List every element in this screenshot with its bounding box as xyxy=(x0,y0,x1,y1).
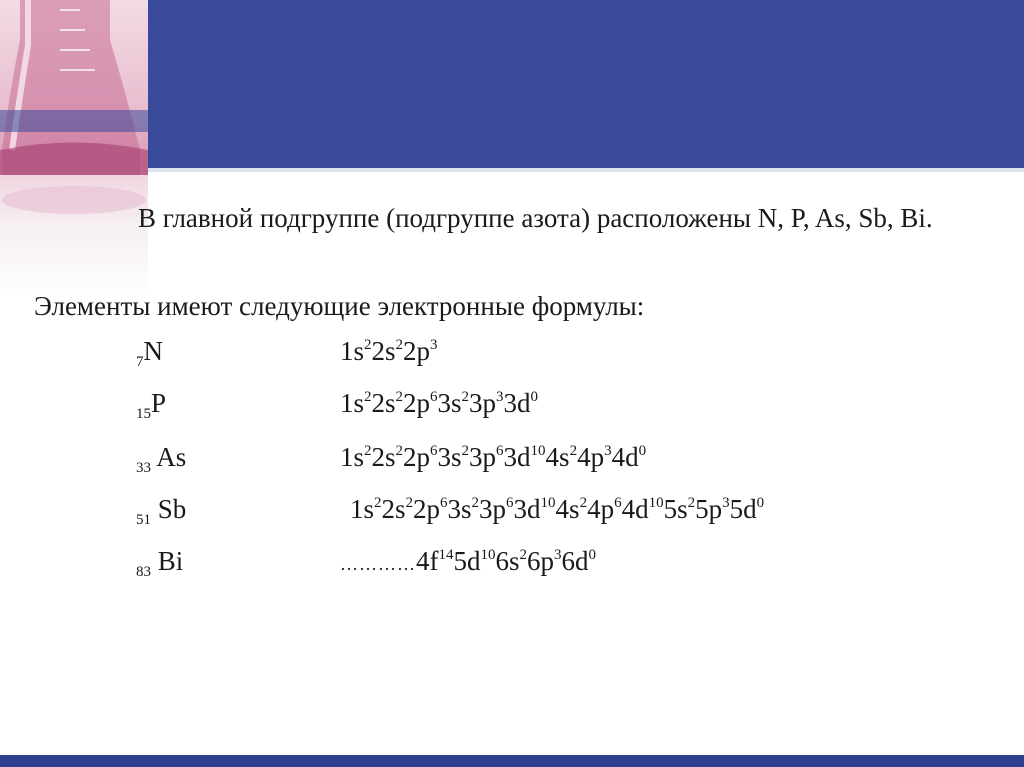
electron-configuration xyxy=(340,546,596,577)
electron-count: 10 xyxy=(540,495,556,511)
orbital: 6d xyxy=(561,546,589,576)
electron-count: 6 xyxy=(496,443,504,459)
electron-count: 2 xyxy=(471,495,480,511)
element-row xyxy=(0,442,1024,494)
electron-configuration xyxy=(340,336,438,367)
electron-count: 3 xyxy=(496,389,504,405)
element-symbol xyxy=(136,336,163,370)
symbol-text: P xyxy=(151,388,167,418)
lead-paragraph: Элементы имеют следующие электронные формулы: xyxy=(34,291,645,321)
atomic-number: 7 xyxy=(136,354,144,370)
electron-count: 2 xyxy=(519,547,528,563)
orbital: 3d xyxy=(503,388,531,418)
orbital: 2s xyxy=(371,388,396,418)
orbital: 2s xyxy=(371,442,396,472)
element-symbol xyxy=(136,494,187,528)
atomic-number: 51 xyxy=(136,512,151,528)
electron-count: 14 xyxy=(438,547,454,563)
orbital: 2s xyxy=(371,336,396,366)
orbital: 3p xyxy=(469,442,497,472)
electron-count: 0 xyxy=(530,389,539,405)
electron-count: 2 xyxy=(395,337,404,353)
slide-header-band xyxy=(0,0,1024,168)
electron-count: 2 xyxy=(364,443,372,459)
orbital: 5p xyxy=(695,494,723,524)
electron-configuration xyxy=(340,442,646,473)
slide-footer-bar xyxy=(0,755,1024,767)
orbital: 2p xyxy=(403,336,431,366)
electron-configuration xyxy=(340,388,538,419)
electron-count: 6 xyxy=(614,495,622,511)
electron-count: 6 xyxy=(430,389,438,405)
electron-count: 2 xyxy=(395,443,404,459)
flask-image xyxy=(0,0,148,300)
orbital: 3s xyxy=(447,494,472,524)
electron-count: 2 xyxy=(374,495,382,511)
electron-count: 0 xyxy=(588,547,597,563)
atomic-number: 15 xyxy=(136,406,151,422)
electron-count: 10 xyxy=(480,547,496,563)
orbital: 2p xyxy=(403,442,431,472)
element-row xyxy=(0,336,1024,388)
orbital: 5d xyxy=(453,546,481,576)
electron-count: 6 xyxy=(506,495,514,511)
element-row xyxy=(0,388,1024,440)
orbital: 3s xyxy=(437,442,462,472)
orbital: 3p xyxy=(469,388,497,418)
symbol-text: Bi xyxy=(151,546,184,576)
electron-count: 2 xyxy=(461,389,470,405)
orbital: 4d xyxy=(621,494,649,524)
electron-count: 2 xyxy=(687,495,696,511)
orbital: 4s xyxy=(555,494,580,524)
orbital: 2p xyxy=(413,494,441,524)
orbital: 4s xyxy=(545,442,570,472)
electron-count: 2 xyxy=(579,495,588,511)
orbital: 1s xyxy=(340,336,365,366)
electron-count: 2 xyxy=(405,495,414,511)
orbital: 4d xyxy=(611,442,639,472)
flask-illustration xyxy=(0,0,148,300)
electron-count: 3 xyxy=(604,443,612,459)
symbol-text: N xyxy=(143,336,163,366)
element-row xyxy=(0,546,1024,598)
orbital: 3d xyxy=(503,442,531,472)
electron-count: 0 xyxy=(638,443,647,459)
electron-count: 2 xyxy=(364,337,372,353)
electron-count: 3 xyxy=(430,337,438,353)
intro-text: В главной подгруппе (подгруппе азота) расположены N, P, As, Sb, Bi. xyxy=(138,203,933,233)
intro-paragraph xyxy=(74,196,994,240)
symbol-text: As xyxy=(151,442,187,472)
electron-configuration xyxy=(350,494,764,525)
electron-count: 2 xyxy=(569,443,578,459)
orbital: 5s xyxy=(663,494,688,524)
electron-count: 2 xyxy=(364,389,372,405)
orbital: 6p xyxy=(527,546,555,576)
electron-count: 6 xyxy=(440,495,448,511)
orbital: 2s xyxy=(381,494,406,524)
orbital: 4p xyxy=(587,494,615,524)
orbital: 3s xyxy=(437,388,462,418)
slide-header-divider xyxy=(0,168,1024,172)
orbital: 2p xyxy=(403,388,431,418)
orbital: 3p xyxy=(479,494,507,524)
orbital: 5d xyxy=(729,494,757,524)
orbital: 1s xyxy=(350,494,375,524)
electron-count: 10 xyxy=(648,495,664,511)
orbital: 4f xyxy=(416,546,439,576)
electron-count: 0 xyxy=(756,495,765,511)
element-symbol xyxy=(136,388,167,422)
electron-count: 6 xyxy=(430,443,438,459)
symbol-text: Sb xyxy=(151,494,187,524)
orbital: 1s xyxy=(340,442,365,472)
electron-count: 2 xyxy=(395,389,404,405)
element-row xyxy=(0,494,1024,546)
electron-count: 10 xyxy=(530,443,546,459)
orbital: 1s xyxy=(340,388,365,418)
electron-count: 3 xyxy=(722,495,730,511)
ellipsis-prefix: ………… xyxy=(340,554,416,574)
element-symbol xyxy=(136,546,184,580)
orbital: 4p xyxy=(577,442,605,472)
atomic-number: 83 xyxy=(136,564,151,580)
atomic-number: 33 xyxy=(136,460,151,476)
electron-count: 2 xyxy=(461,443,470,459)
element-symbol xyxy=(136,442,187,476)
orbital: 6s xyxy=(495,546,520,576)
orbital: 3d xyxy=(513,494,541,524)
electron-count: 3 xyxy=(554,547,562,563)
